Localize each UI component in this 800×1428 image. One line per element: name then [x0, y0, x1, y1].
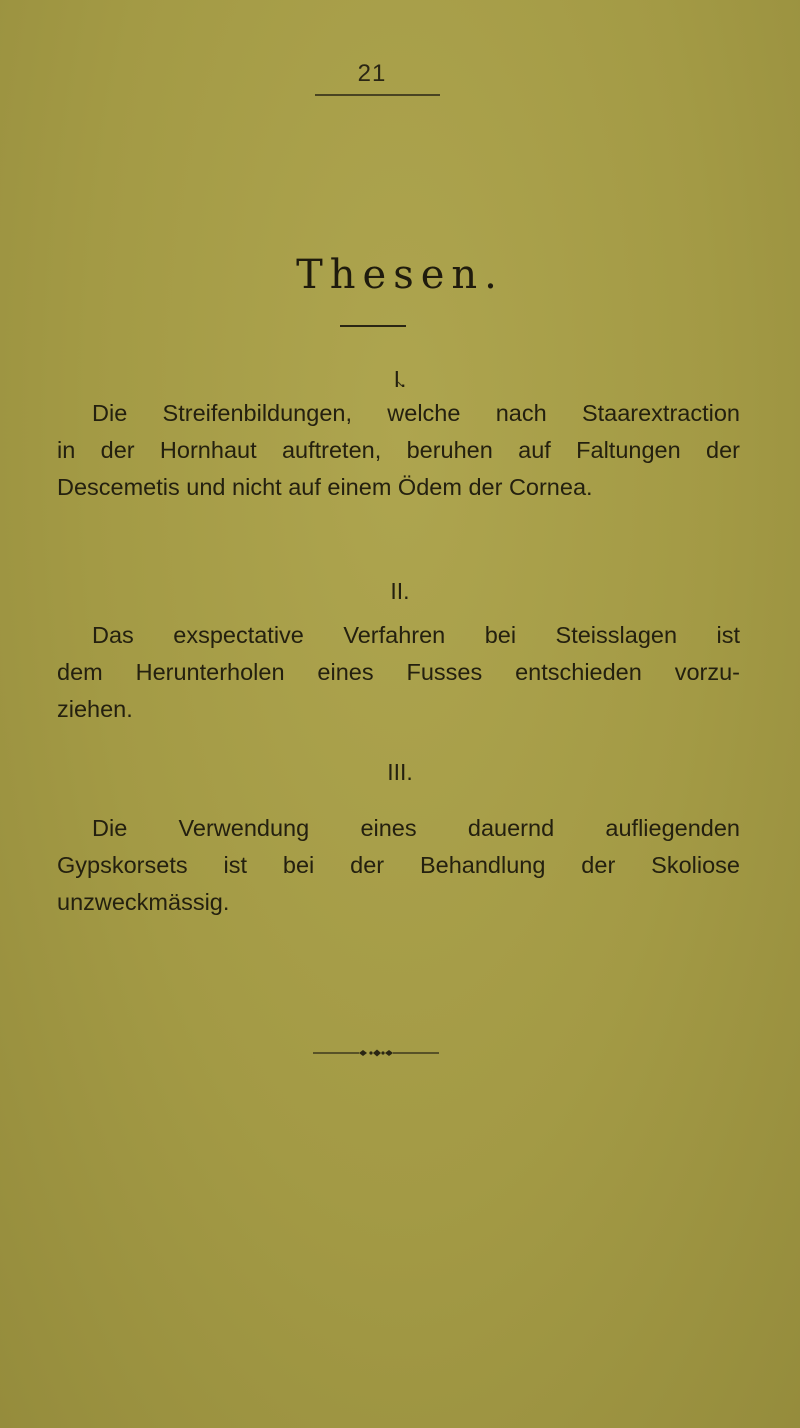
- page-number: 21: [357, 60, 387, 87]
- thesis-2-line-2: dem Herunterholen eines Fusses entschieden vorzu-: [57, 659, 740, 685]
- thesis-numeral-2: II.: [390, 578, 410, 604]
- thesis-paragraph-3: [57, 810, 740, 921]
- thesis-3-line-3: unzweckmässig.: [57, 889, 230, 915]
- thesis-2-line-1: Das exspectative Verfahren bei Steisslagen ist: [92, 622, 740, 648]
- thesis-paragraph-2: [57, 617, 740, 728]
- thesis-1-line-1: Die Streifenbildungen, welche nach Staarextraction: [92, 400, 740, 426]
- thesis-1-line-3: Descemetis und nicht auf einem Ödem der Cornea.: [57, 474, 593, 500]
- thesis-3-line-1: Die Verwendung eines dauernd aufliegenden: [92, 815, 740, 841]
- thesis-2-line-3: ziehen.: [57, 696, 133, 722]
- page-number-rule: [315, 94, 440, 96]
- thesis-3-line-2: Gypskorsets ist bei der Behandlung der Skoliose: [57, 852, 740, 878]
- thesis-numeral-3: III.: [387, 759, 413, 785]
- thesis-1-line-2: in der Hornhaut auftreten, beruhen auf Faltungen der: [57, 437, 740, 463]
- page-title: Thesen.: [296, 252, 504, 298]
- thesis-numeral-1: I.: [393, 366, 407, 392]
- title-rule: [340, 325, 406, 327]
- ornament-divider-icon: [313, 1048, 439, 1058]
- thesis-paragraph-1: [57, 395, 740, 506]
